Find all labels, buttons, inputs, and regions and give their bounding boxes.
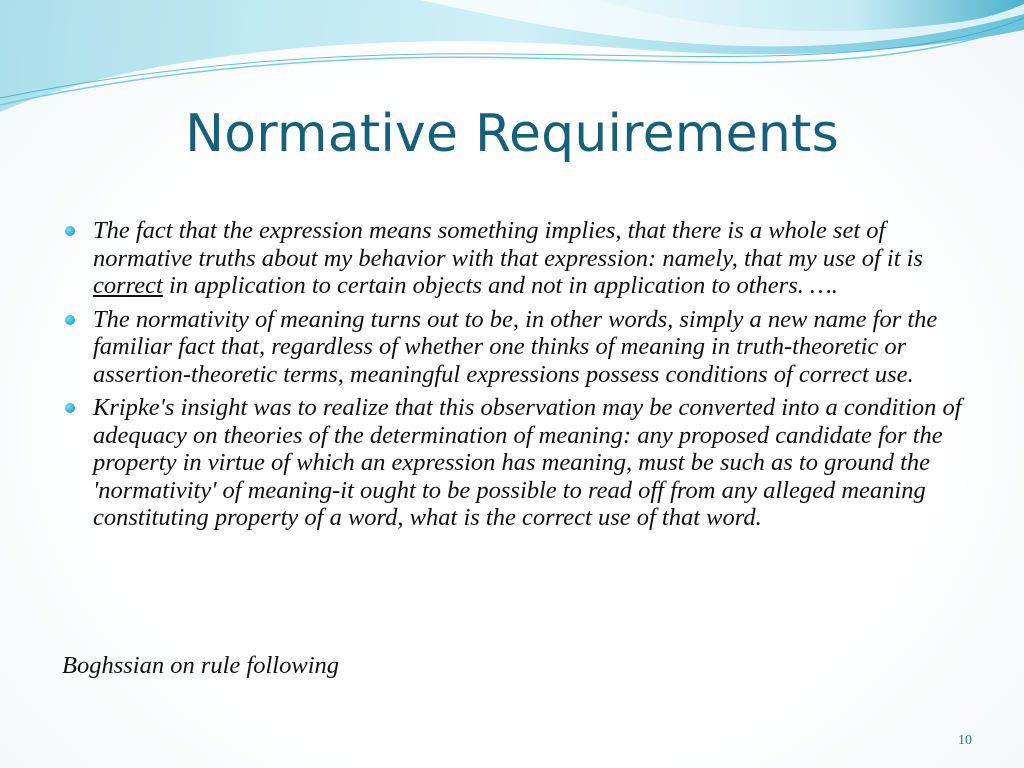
page-number: 10 [958,733,972,748]
bullet-dot-icon [65,315,75,325]
bullet-text: Kripke's insight was to realize that this observation may be converted into a condition of adequacy on theories of the determination of meaning: any proposed candidate for the property in virtue of which an expression has meaning, must be such as to ground the 'normativity' of meaning-it ought to be possible to read off from any alleged meaning constituting property of a word, what is the correct use of that word. [93,394,962,531]
bullet-text-before: The fact that the expression means something implies, that there is a whole set of normative truths about my behavior with that expression: namely, that my use of it is [93,217,923,272]
bullet-item [62,217,967,300]
attribution-text: Boghssian on rule following [62,652,340,679]
bullet-dot-icon [65,226,75,236]
bullet-underlined-word: correct [93,272,163,299]
bullet-dot-icon [65,403,75,413]
bullet-list [62,217,967,538]
bullet-item [62,306,967,389]
bullet-item [62,394,967,532]
bullet-text: The normativity of meaning turns out to be, in other words, simply a new name for the familiar fact that, regardless of whether one thinks of meaning in truth-theoretic or assertion-theoretic terms, meaningful expressions possess conditions of correct use. [93,305,938,388]
bullet-text-after: in application to certain objects and not in application to others. …. [162,272,838,299]
slide-title: Normative Requirements [185,104,839,164]
